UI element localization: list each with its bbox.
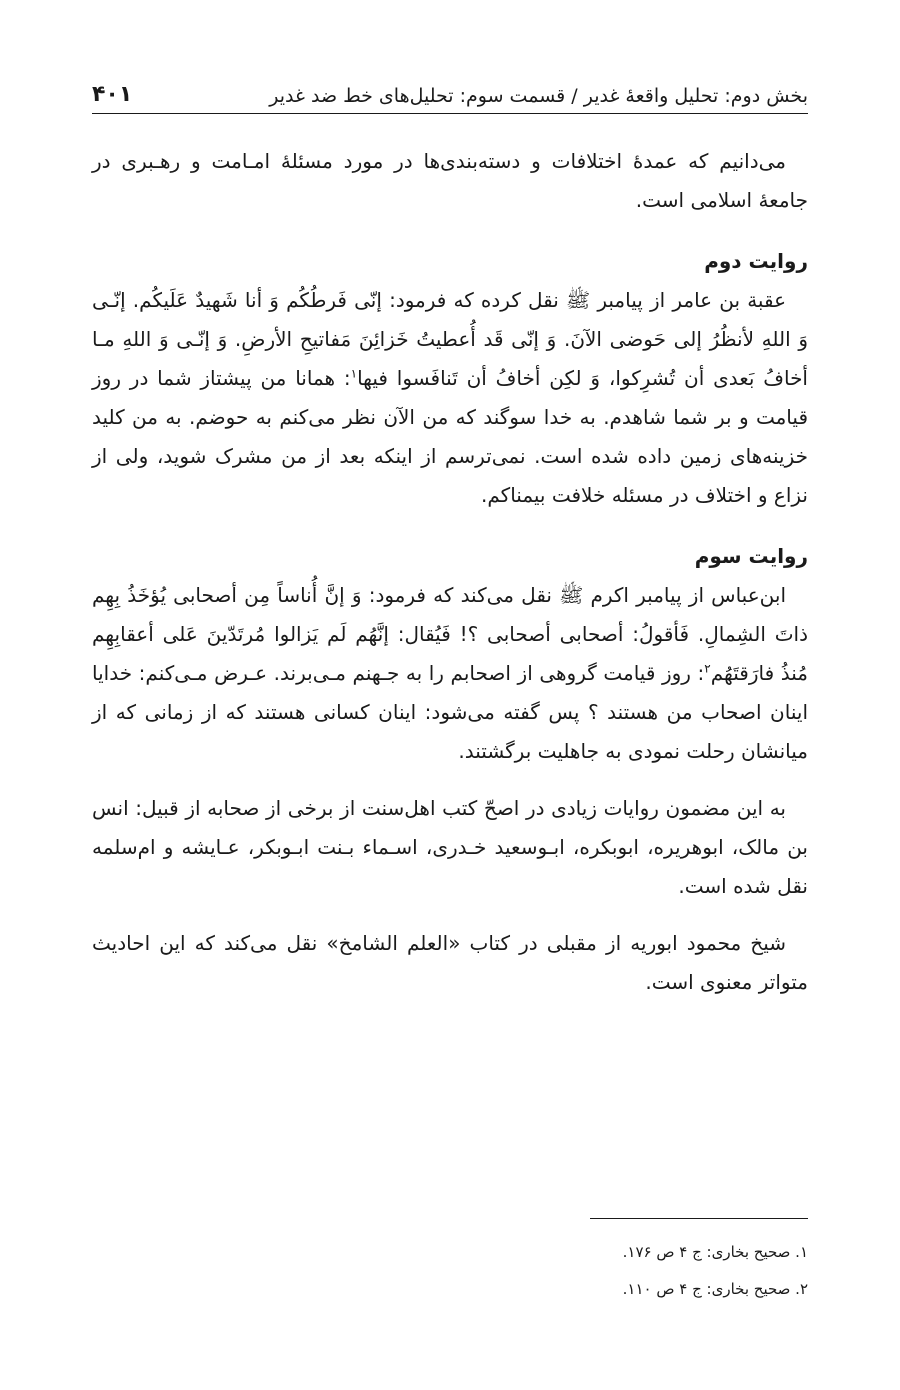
running-header: [92, 68, 808, 114]
section-heading-second-narration: روایت دوم: [704, 249, 808, 273]
intro-paragraph: می‌دانیم که عمدهٔ اختلافات و دسته‌بندی‌ها در مورد مسئلهٔ امـامت و رهـبری در جامعهٔ اسلامی است.: [92, 149, 808, 212]
page-body: [92, 142, 808, 1002]
second-narration-text-persian: : همانا من پیشتاز شما در روز قیامت و بر شما شاهدم. به خدا سوگند که من الآن نظر می‌کنم به حوضم. به من کلید خزینه‌های زمین داده شده است. نمی‌ترسم از اینکه بعد از من مشرک شوید، ولی از نزاع و اختلاف در مسئله خلافت بیمناکم.: [92, 366, 808, 507]
second-narration-text-arabic: عقبة بن عامر از پیامبر ﷺ نقل کرده که فرمود: إنّی فَرطُکُم وَ أنا شَهیدٌ عَلَیکُم. إنّـی وَ اللهِ لأنظُرُ إلی حَوضی الآنَ. وَ إنّی قَد أُعطیتُ خَزائِنَ مَفاتیحِ الأرضِ. وَ إنّـی وَ اللهِ مـا أخافُ بَعدی أن تُشرِکوا، وَ لکِن أخافُ أن تَنافَسوا فیها: [92, 288, 808, 390]
book-page: [92, 0, 808, 1390]
footnote-2: ۲. صحیح بخاری: ج ۴ ص ۱۱۰.: [622, 1280, 808, 1298]
third-narration-paragraph: [92, 576, 808, 771]
footnote-ref-2[interactable]: ۲: [704, 661, 711, 676]
third-narration-text-arabic: ابن‌عباس از پیامبر اکرم ﷺ نقل می‌کند که فرمود: وَ إنَّ أُناساً مِن أصحابی یُؤخَذُ بِهِم ذاتَ الشِمالِ. فَأقولُ: أصحابی أصحابی ؟! فَیُقال: إنَّهُم لَم یَزالوا مُرتَدّینَ عَلی أعقابِهِم مُنذُ فارَقتَهُم: [92, 583, 808, 685]
section-heading-third-narration: روایت سوم: [694, 544, 808, 568]
page-number: ۴۰۱: [92, 82, 133, 107]
second-narration-paragraph: [92, 281, 808, 515]
footnote-divider: [590, 1218, 808, 1219]
footnotes: [92, 1234, 808, 1308]
sheikh-paragraph: شیخ محمود ابوریه از مقبلی در کتاب «العلم الشامخ» نقل می‌کند که این احادیث متواتر معنوی است.: [92, 931, 808, 994]
footnote-ref-1[interactable]: ۱: [350, 366, 358, 381]
running-header-title: بخش دوم: تحلیل واقعهٔ غدیر / قسمت سوم: تحلیل‌های خط ضد غدیر: [269, 85, 808, 107]
footnote-1: ۱. صحیح بخاری: ج ۴ ص ۱۷۶.: [622, 1243, 808, 1261]
third-narration-text-persian: : روز قیامت گروهی از اصحابم را به جـهنم مـی‌برند. عـرض مـی‌کنم: خدایا اینان اصحاب من هستند ؟ پس گفته می‌شود: اینان کسانی هستند که از زمانی که از میانشان رحلت نمودی به جاهلیت برگشتند.: [92, 661, 808, 763]
sahaba-paragraph: به این مضمون روایات زیادی در اصحّ کتب اهل‌سنت از برخی از صحابه از قبیل: انس بن مالک، ابوهریره، ابوبکره، ابـوسعید خـدری، اسـماء بـنت ابـوبکر، عـایشه و ام‌سلمه نقل شده است.: [92, 796, 808, 898]
